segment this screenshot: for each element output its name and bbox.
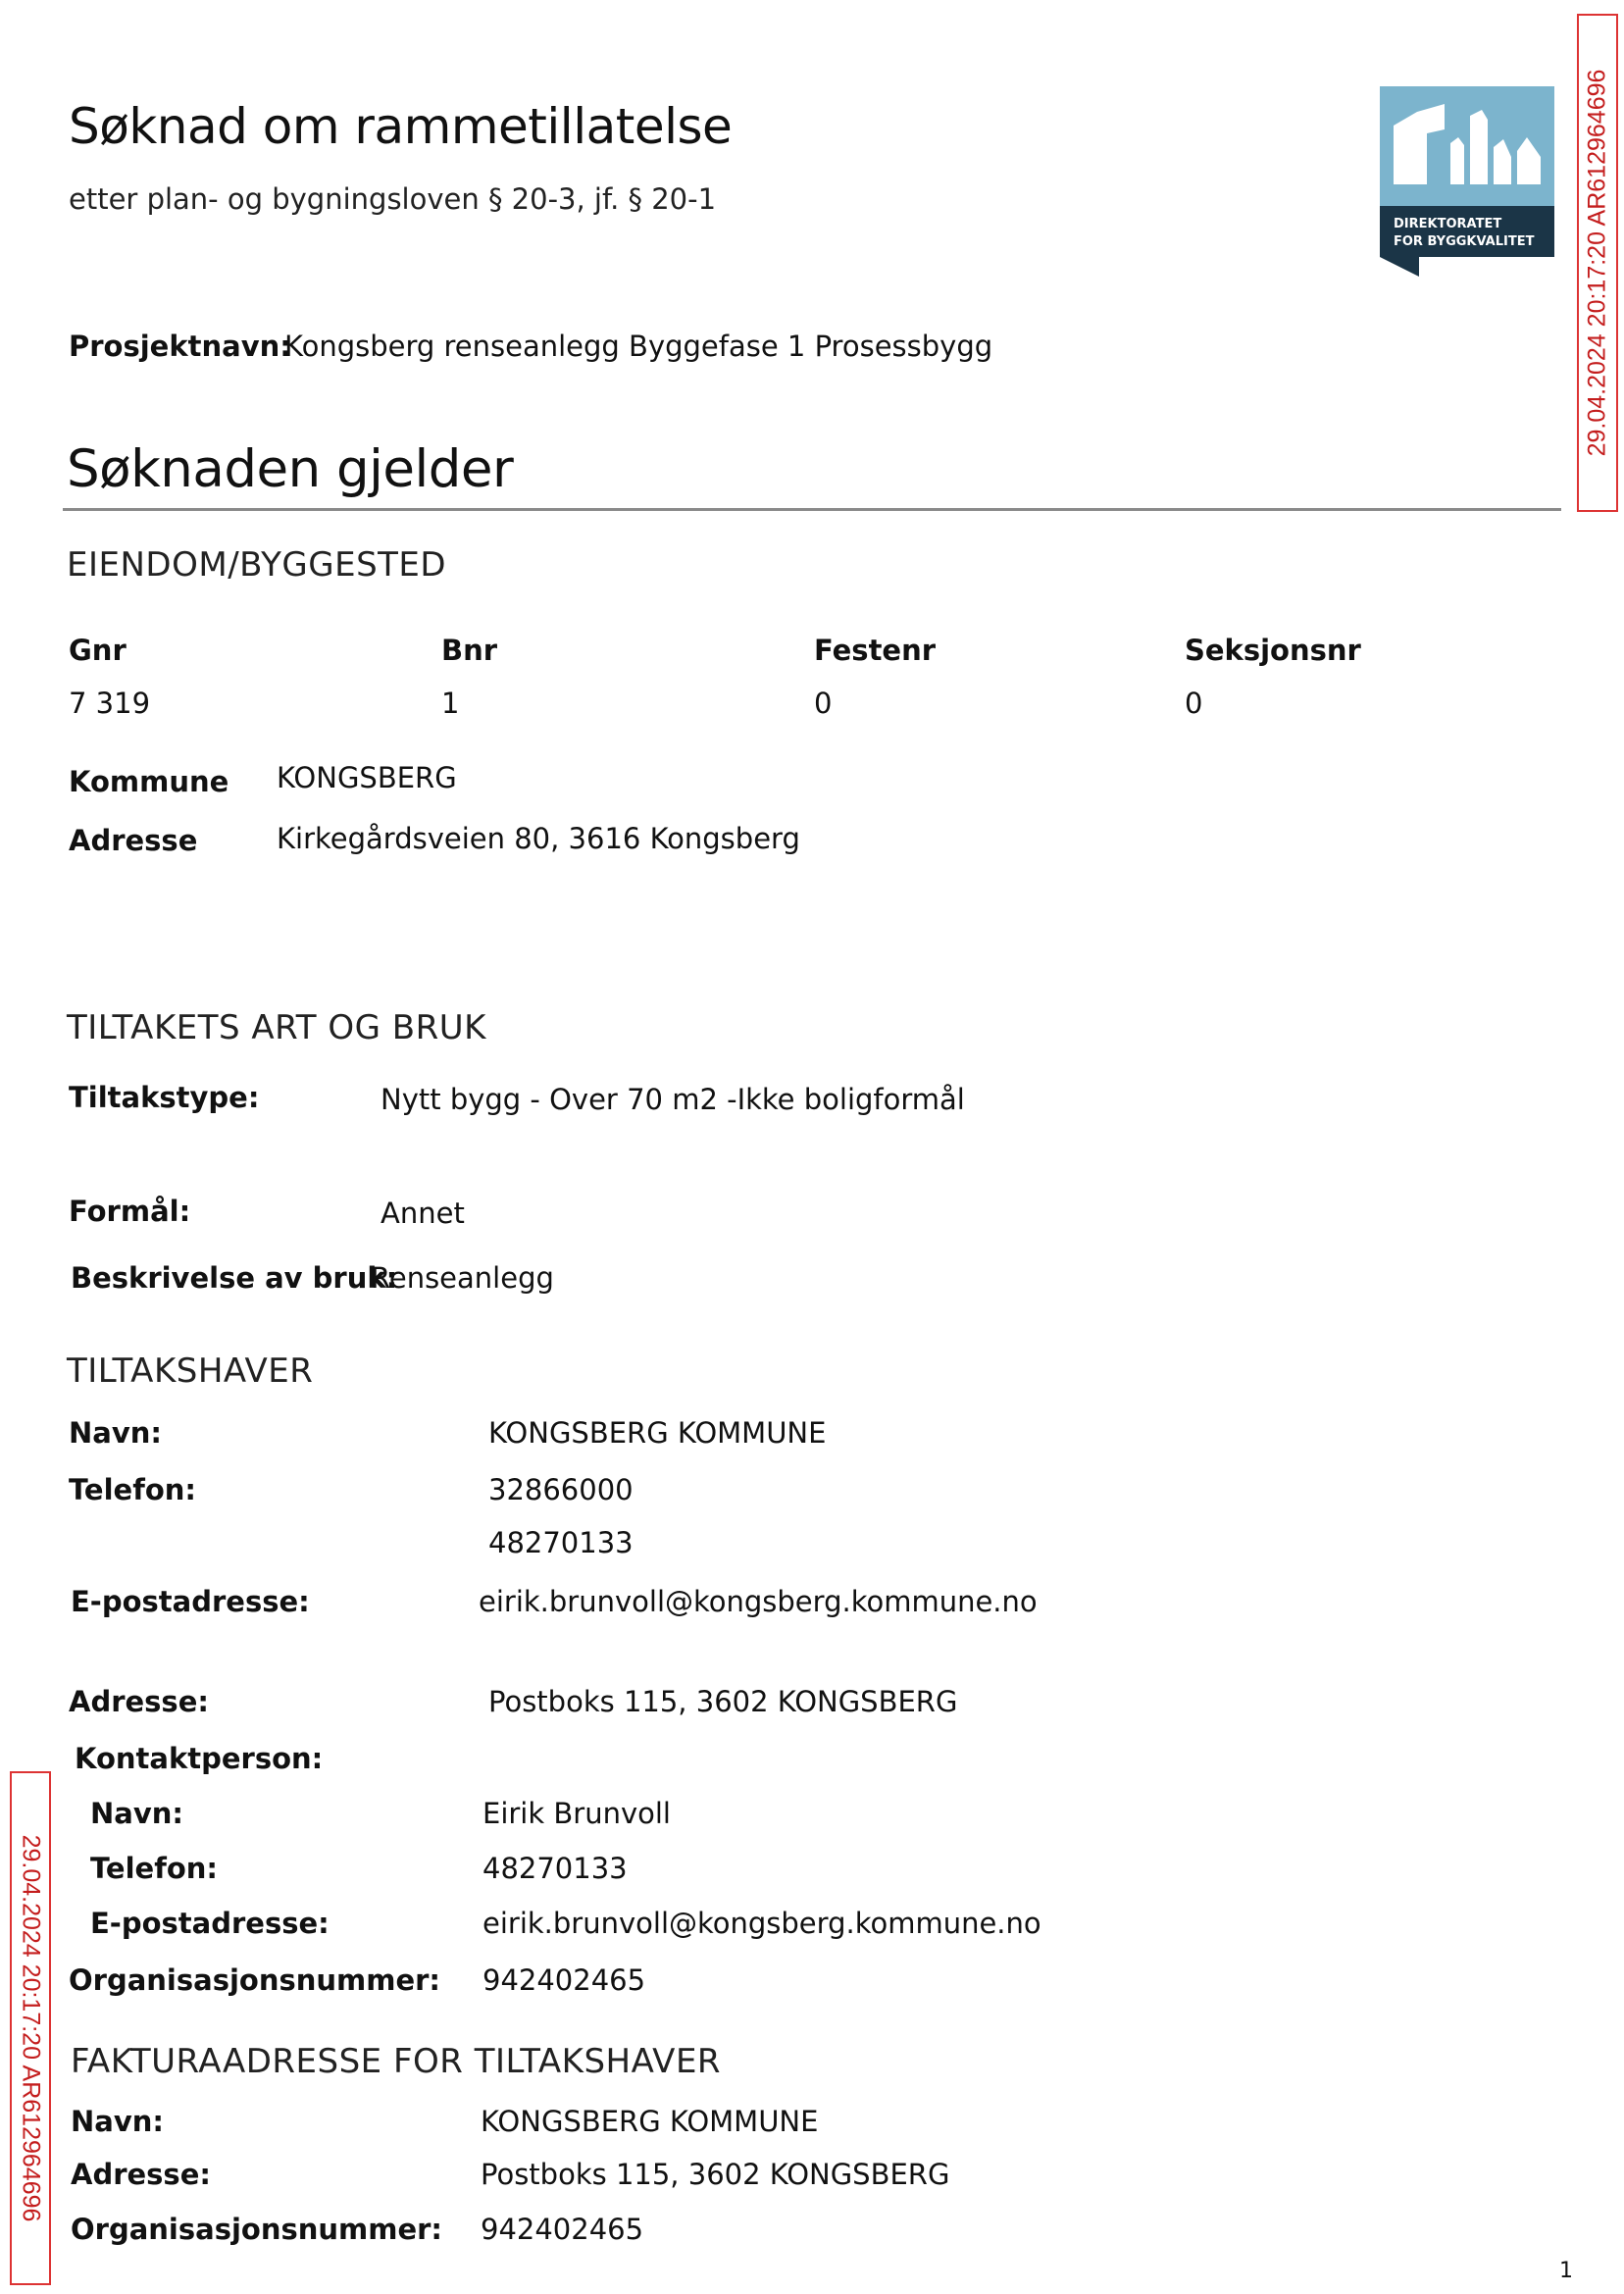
owner-email-label: E-postadresse: [71,1585,310,1618]
owner-phone-label: Telefon: [69,1473,196,1506]
festenr-value: 0 [814,687,833,720]
seksjonsnr-value: 0 [1185,687,1203,720]
invoice-heading: FAKTURAADRESSE FOR TILTAKSHAVER [71,2042,722,2081]
owner-address-value: Postboks 115, 3602 KONGSBERG [488,1685,958,1718]
owner-name-value: KONGSBERG KOMMUNE [488,1416,827,1450]
owner-phone-value-1: 32866000 [488,1473,634,1506]
section-heading-main: Søknaden gjelder [67,439,514,499]
invoice-org-label: Organisasjonsnummer: [71,2213,443,2246]
invoice-name-value: KONGSBERG KOMMUNE [481,2105,819,2138]
seksjonsnr-label: Seksjonsnr [1185,634,1361,667]
kommune-label: Kommune [69,765,229,798]
festenr-label: Festenr [814,634,937,667]
contact-phone-label: Telefon: [90,1852,218,1885]
owner-phone-value-2: 48270133 [488,1526,634,1559]
bnr-label: Bnr [441,634,498,667]
timestamp-stamp-right [1577,14,1618,512]
contact-name-label: Navn: [90,1797,183,1830]
use-value: Renseanlegg [371,1261,554,1295]
owner-org-label: Organisasjonsnummer: [69,1963,441,1997]
invoice-org-value: 942402465 [481,2213,644,2246]
gnr-label: Gnr [69,634,127,667]
owner-heading: TILTAKSHAVER [67,1351,314,1391]
dibk-logo-icon [1380,86,1554,277]
document-title: Søknad om rammetillatelse [69,98,733,155]
contact-name-value: Eirik Brunvoll [482,1797,671,1830]
contact-phone-value: 48270133 [482,1852,628,1885]
owner-address-label: Adresse: [69,1685,209,1718]
contact-email-label: E-postadresse: [90,1907,330,1940]
page-number: 1 [1559,2259,1573,2283]
type-value: Nytt bygg - Over 70 m2 -Ikke boligformål [381,1083,965,1116]
use-label: Beskrivelse av bruk: [71,1261,398,1295]
logo-line-1: DIREKTORATET [1394,217,1502,231]
contact-email-value: eirik.brunvoll@kongsberg.kommune.no [482,1907,1041,1940]
stamp-text-right: 29.04.2024 20:17:20 AR612964696 [1583,69,1611,457]
bnr-value: 1 [441,687,460,720]
project-label: Prosjektnavn: [69,330,291,363]
adresse-value: Kirkegårdsveien 80, 3616 Kongsberg [277,822,800,855]
owner-name-label: Navn: [69,1416,162,1450]
invoice-address-value: Postboks 115, 3602 KONGSBERG [481,2158,950,2191]
timestamp-stamp-left [10,1771,51,2285]
kommune-value: KONGSBERG [277,761,457,794]
property-heading: EIENDOM/BYGGESTED [67,545,447,585]
adresse-label: Adresse [69,824,198,857]
measure-heading: TILTAKETS ART OG BRUK [67,1008,486,1047]
invoice-address-label: Adresse: [71,2158,211,2191]
invoice-name-label: Navn: [71,2105,164,2138]
project-value: Kongsberg renseanlegg Byggefase 1 Prosessbygg [284,330,993,363]
gnr-value: 7 319 [69,687,151,720]
heading-divider [63,508,1561,511]
logo-line-2: FOR BYGGKVALITET [1394,234,1535,249]
purpose-value: Annet [381,1197,465,1230]
type-label: Tiltakstype: [69,1081,260,1114]
document-subtitle: etter plan- og bygningsloven § 20-3, jf. § 20-1 [69,182,717,216]
dibk-logo [1380,86,1554,280]
owner-email-value: eirik.brunvoll@kongsberg.kommune.no [479,1585,1038,1618]
contact-person-label: Kontaktperson: [75,1742,324,1775]
owner-org-value: 942402465 [482,1963,646,1997]
purpose-label: Formål: [69,1195,191,1228]
stamp-text-left: 29.04.2024 20:17:20 AR612964696 [17,1834,45,2222]
